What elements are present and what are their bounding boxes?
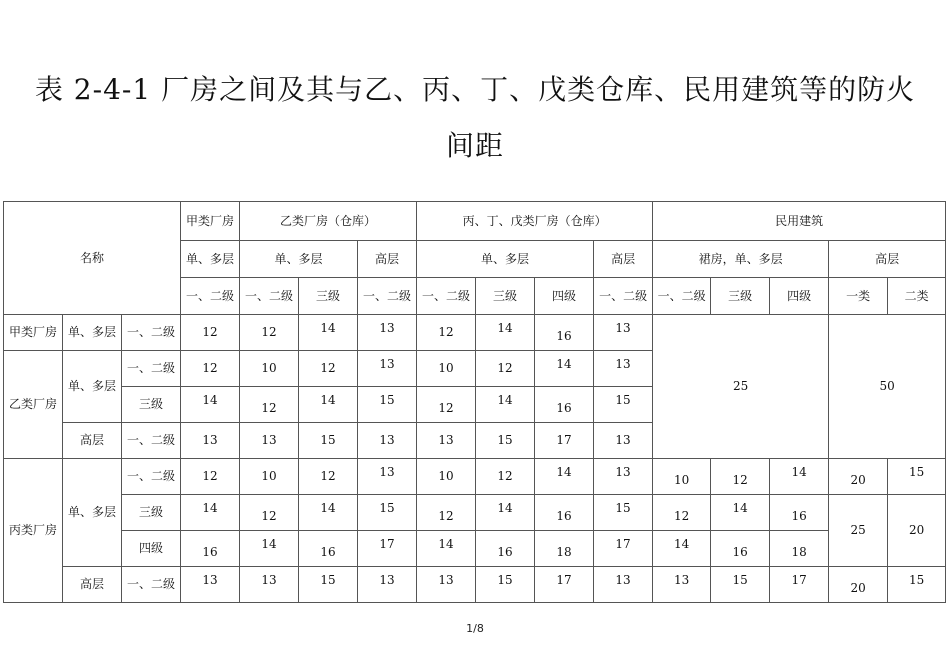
row-grade: 三级 [122,495,181,531]
table-cell: 17 [594,527,653,563]
row-label: 甲类厂房 [4,315,63,351]
table-cell: 12 [181,315,240,351]
header-yi-high-rise: 高层 [358,241,417,278]
page-number: 1/8 [466,622,484,635]
table-cell: 13 [358,455,417,491]
row-label: 丙类厂房 [4,459,63,603]
table-cell: 15 [299,423,358,459]
table-cell: 13 [653,563,711,599]
row-grade: 三级 [122,387,181,423]
table-cell: 17 [535,423,594,459]
row-grade: 一、二级 [122,423,181,459]
header-name-cell: 名称 [4,202,181,315]
row-bing-high-rise [4,567,946,603]
table-cell: 14 [417,527,476,563]
table-cell: 13 [594,423,653,459]
table-cell: 12 [711,463,770,499]
fire-distance-table [3,201,946,603]
table-cell: 14 [299,383,358,419]
table-cell: 14 [653,527,711,563]
table-cell: 13 [417,423,476,459]
table-cell: 13 [358,563,417,599]
table-cell: 16 [535,319,594,355]
table-cell: 14 [299,491,358,527]
row-grade: 一、二级 [122,567,181,603]
table-cell: 14 [770,455,829,491]
table-cell: 13 [181,423,240,459]
merged-cell-20: 20 [888,495,946,567]
table-cell: 12 [240,499,299,535]
header-yi-single-multi: 单、多层 [240,241,358,278]
table-cell: 16 [476,535,535,571]
table-cell: 13 [358,347,417,383]
row-sub-label: 高层 [63,567,122,603]
header-class: 一类 [829,278,888,315]
row-bing-single-grade3 [4,495,946,531]
header-class: 二类 [888,278,946,315]
header-bing-high-rise: 高层 [594,241,653,278]
table-cell: 16 [535,391,594,427]
table-cell: 12 [240,315,299,351]
row-sub-label: 高层 [63,423,122,459]
header-grade: 一、二级 [240,278,299,315]
table-cell: 15 [358,383,417,419]
merged-cell-50: 50 [829,315,946,459]
header-grade: 三级 [476,278,535,315]
table-cell: 14 [476,383,535,419]
table-cell: 14 [476,311,535,347]
table-cell: 17 [535,563,594,599]
header-civil-high-rise: 高层 [829,241,946,278]
table-cell: 14 [181,491,240,527]
table-cell: 13 [181,563,240,599]
table-cell: 12 [476,351,535,387]
header-yi-group: 乙类厂房（仓库） [240,202,417,241]
table-cell: 18 [770,535,829,571]
table-cell: 10 [417,351,476,387]
header-grade: 一、二级 [653,278,711,315]
table-cell: 13 [240,423,299,459]
row-grade: 一、二级 [122,315,181,351]
title-line-2: 间距 [445,129,504,162]
header-grade: 三级 [299,278,358,315]
header-grade: 四级 [770,278,829,315]
table-cell: 13 [358,423,417,459]
merged-cell-25: 25 [829,495,888,567]
table-cell: 12 [240,391,299,427]
table-cell: 12 [417,391,476,427]
row-grade: 四级 [122,531,181,567]
row-jia-factory [4,315,946,351]
table-cell: 16 [181,535,240,571]
header-bing-single-multi: 单、多层 [417,241,594,278]
document-title [0,62,950,174]
row-grade: 一、二级 [122,351,181,387]
table-cell: 15 [594,491,653,527]
table-cell: 10 [653,463,711,499]
row-label: 乙类厂房 [4,351,63,459]
table-cell: 16 [711,535,770,571]
table-cell: 18 [535,535,594,571]
header-grade: 一、二级 [417,278,476,315]
table-cell: 17 [358,527,417,563]
table-cell: 10 [417,459,476,495]
table-cell: 15 [476,563,535,599]
table-cell: 14 [711,491,770,527]
table-cell: 12 [299,459,358,495]
row-grade: 一、二级 [122,459,181,495]
table-cell: 14 [181,383,240,419]
table-cell: 16 [299,535,358,571]
row-bing-single-grade12 [4,459,946,495]
table-cell: 12 [181,351,240,387]
table-cell: 16 [770,499,829,535]
table-cell: 13 [358,311,417,347]
table-cell: 17 [770,563,829,599]
table-cell: 14 [535,347,594,383]
table-cell: 14 [240,527,299,563]
table-cell: 13 [417,563,476,599]
table-cell: 16 [535,499,594,535]
title-line-1: 表 2-4-1 厂房之间及其与乙、丙、丁、戊类仓库、民用建筑等的防火 [34,73,916,106]
header-grade: 一、二级 [358,278,417,315]
table-cell: 20 [829,571,888,607]
table-cell: 12 [653,499,711,535]
table-cell: 13 [594,347,653,383]
header-grade: 一、二级 [594,278,653,315]
table-cell: 10 [240,459,299,495]
header-bing-group: 丙、丁、戊类厂房（仓库） [417,202,653,241]
row-sub-label: 单、多层 [63,459,122,567]
table-cell: 13 [594,563,653,599]
merged-cell-25: 25 [653,315,829,459]
row-bing-single-grade4 [4,531,946,567]
table-cell: 12 [476,459,535,495]
row-sub-label: 单、多层 [63,351,122,423]
table-cell: 10 [240,351,299,387]
header-jia-single-multi: 单、多层 [181,241,240,278]
table-cell: 15 [299,563,358,599]
header-row-1 [4,202,946,241]
header-jia-factory: 甲类厂房 [181,202,240,241]
header-civil-podium: 裙房，单、多层 [653,241,829,278]
header-civil: 民用建筑 [653,202,946,241]
table-cell: 12 [299,351,358,387]
table-cell: 13 [594,311,653,347]
table-cell: 12 [417,499,476,535]
table-cell: 15 [476,423,535,459]
table-cell: 13 [594,455,653,491]
table-cell: 15 [711,563,770,599]
header-grade: 三级 [711,278,770,315]
table-cell: 14 [299,311,358,347]
table-cell: 15 [358,491,417,527]
table-cell: 15 [888,563,946,599]
table-cell: 12 [417,315,476,351]
row-sub-label: 单、多层 [63,315,122,351]
table-cell: 14 [476,491,535,527]
table-cell: 20 [829,463,888,499]
header-grade: 四级 [535,278,594,315]
table-cell: 15 [888,455,946,491]
table-cell: 14 [535,455,594,491]
header-grade: 一、二级 [181,278,240,315]
table-cell: 15 [594,383,653,419]
table-cell: 12 [181,459,240,495]
table-cell: 13 [240,563,299,599]
